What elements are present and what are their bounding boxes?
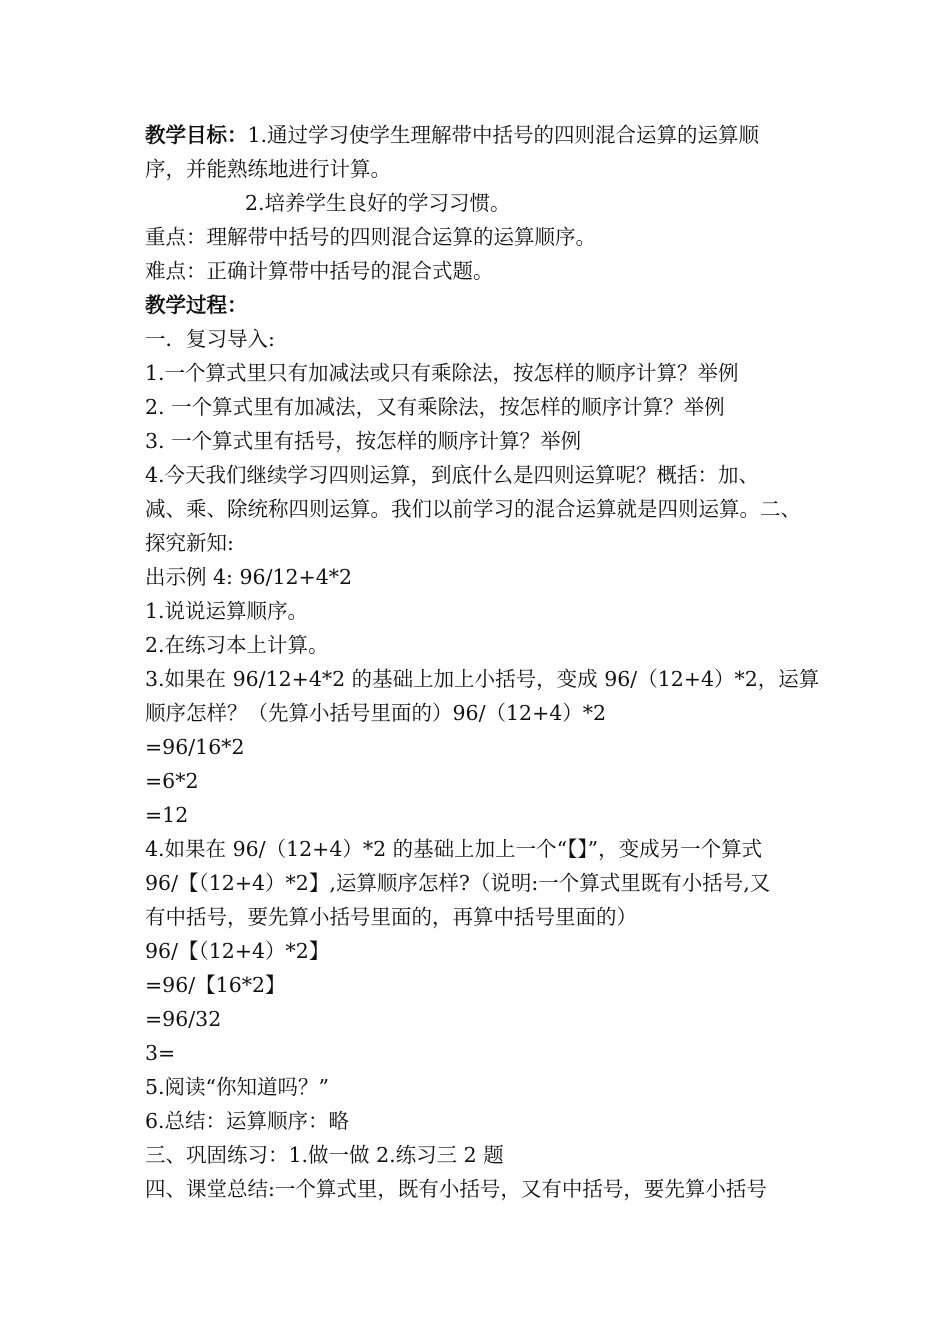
step-6: 6.总结：运算顺序：略 bbox=[145, 1109, 350, 1133]
process-label: 教学过程： bbox=[145, 293, 248, 317]
step-1: 1.说说运算顺序。 bbox=[145, 599, 309, 623]
review-question-2: 2. 一个算式里有加减法，又有乘除法，按怎样的顺序计算？举例 bbox=[145, 395, 725, 419]
summary: 四、课堂总结:一个算式里，既有小括号，又有中括号，要先算小括号 bbox=[145, 1177, 767, 1201]
document-body bbox=[145, 118, 825, 1206]
objectives-line-2: 序，并能熟练地进行计算。 bbox=[145, 157, 391, 181]
step-5: 5.阅读“你知道吗？” bbox=[145, 1075, 330, 1099]
review-question-1: 1.一个算式里只有加减法或只有乘除法，按怎样的顺序计算？举例 bbox=[145, 361, 739, 385]
key-point: 重点：理解带中括号的四则混合运算的运算顺序。 bbox=[145, 225, 596, 249]
calculation-line: =6*2 bbox=[145, 769, 199, 793]
step-4-line-2: 96/【（12+4）*2】,运算顺序怎样?（说明:一个算式里既有小括号,又 bbox=[145, 871, 771, 895]
example-4: 出示例 4: 96/12+4*2 bbox=[145, 565, 353, 589]
difficulty: 难点：正确计算带中括号的混合式题。 bbox=[145, 259, 494, 283]
review-question-4-line-1: 4.今天我们继续学习四则运算，到底什么是四则运算呢？概括：加、 bbox=[145, 463, 760, 487]
review-question-4-line-3: 探究新知: bbox=[145, 531, 234, 555]
objectives-label: 教学目标： bbox=[145, 123, 248, 147]
objectives-line-1 bbox=[145, 118, 825, 152]
calculation-line: 96/【（12+4）*2】 bbox=[145, 939, 330, 963]
step-4-line-1: 4.如果在 96/（12+4）*2 的基础上加上一个“【】”，变成另一个算式 bbox=[145, 837, 763, 861]
review-question-3: 3. 一个算式里有括号，按怎样的顺序计算？举例 bbox=[145, 429, 582, 453]
calculation-line: =12 bbox=[145, 803, 189, 827]
review-heading: 一．复习导入: bbox=[145, 327, 275, 351]
step-4-line-3: 有中括号，要先算小括号里面的，再算中括号里面的） bbox=[145, 905, 637, 929]
step-2: 2.在练习本上计算。 bbox=[145, 633, 329, 657]
calculation-line: =96/【16*2】 bbox=[145, 973, 286, 997]
objective-2: 2.培养学生良好的学习习惯。 bbox=[245, 191, 511, 215]
calculation-line: 3= bbox=[145, 1041, 176, 1065]
review-question-4-line-2: 减、乘、除统称四则运算。我们以前学习的混合运算就是四则运算。二、 bbox=[145, 497, 801, 521]
step-3-line-2: 顺序怎样？（先算小括号里面的）96/（12+4）*2 bbox=[145, 701, 607, 725]
objective-1-text: 1.通过学习使学生理解带中括号的四则混合运算的运算顺 bbox=[247, 123, 760, 147]
step-3-line-1: 3.如果在 96/12+4*2 的基础上加上小括号，变成 96/（12+4）*2，运算 bbox=[145, 667, 820, 691]
practice: 三、巩固练习：1.做一做 2.练习三 2 题 bbox=[145, 1143, 504, 1167]
calculation-line: =96/32 bbox=[145, 1007, 222, 1031]
calculation-line: =96/16*2 bbox=[145, 735, 245, 759]
